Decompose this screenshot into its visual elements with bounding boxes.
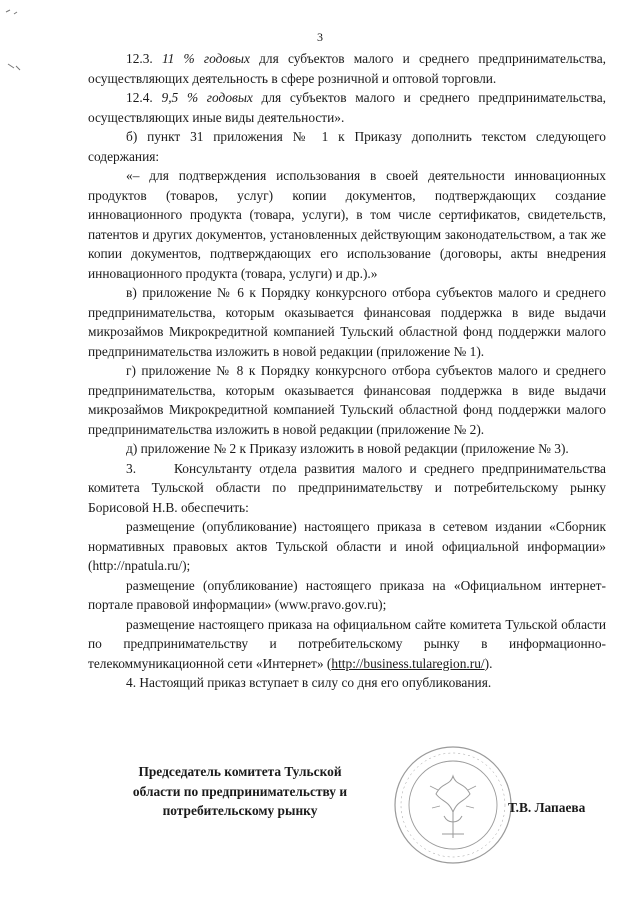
scan-marks-icon xyxy=(4,8,34,78)
website-link[interactable]: http://business.tularegion.ru/ xyxy=(331,655,485,671)
item-number: 12.3. xyxy=(126,51,153,66)
item-number: 12.4. xyxy=(126,90,153,105)
publication-2: размещение (опубликование) настоящего приказа на «Официальном интернет-портале правовой информации» (www.pravo.gov.ru); xyxy=(88,577,606,612)
signatory-position xyxy=(100,762,380,821)
document-body xyxy=(88,49,606,693)
item-v: в) приложение № 6 к Порядку конкурсного отбора субъектов малого и среднего предпринимательства, которым оказывается финансовая поддержка в виде выдачи микрозаймов Микрокредитной компанией Тульский областной фонд поддержки малого предпринимательства изложить в новой редакции (приложение № 1). xyxy=(88,285,606,359)
item-b-intro: б) пункт 31 приложения № 1 к Приказу дополнить текстом следующего содержания: xyxy=(88,129,606,164)
signatory-name: Т.В. Лапаева xyxy=(508,800,586,815)
official-seal-icon xyxy=(392,716,514,894)
item-12-4 xyxy=(88,88,606,127)
interest-rate: 11 % годовых xyxy=(161,51,250,66)
item-12-3 xyxy=(88,49,606,88)
item-number: 3. xyxy=(126,460,137,476)
item-3 xyxy=(88,459,606,518)
item-text-end: ). xyxy=(484,655,493,671)
item-g: г) приложение № 8 к Порядку конкурсного отбора субъектов малого и среднего предпринимательства, которым оказывается финансовая поддержка в виде выдачи микрозаймов Микрокредитной компанией Тульский областной фонд поддержки малого предпринимательства изложить в новой редакции (приложение № 2). xyxy=(88,363,606,437)
item-text: размещение настоящего приказа на официальном сайте комитета Тульской области по предпринимательству и потребительскому рынку в информационно-телекоммуникационной сети «Интернет» ( xyxy=(88,616,606,671)
publication-1: размещение (опубликование) настоящего приказа в сетевом издании «Сборник нормативных правовых актов Тульской области и иной официальной информации» (http://npatula.ru/); xyxy=(88,519,606,573)
position-line: потребительскому рынку xyxy=(162,803,318,818)
page-number: 3 xyxy=(317,30,323,44)
item-text: для субъектов малого и среднего предпринимательства, осуществляющих деятельность в сфере розничной и оптовой торговли. xyxy=(88,51,606,86)
item-d: д) приложение № 2 к Приказу изложить в новой редакции (приложение № 3). xyxy=(126,441,569,456)
item-text: для субъектов малого и среднего предпринимательства, осуществляющих иные виды деятельности». xyxy=(88,90,607,125)
item-4: 4. Настоящий приказ вступает в силу со дня его опубликования. xyxy=(126,675,492,690)
position-line: Председатель комитета Тульской xyxy=(138,764,342,779)
item-b-quote: «– для подтверждения использования в своей деятельности инновационных продуктов (товаров, услуг) копии документов, подтверждающих создание инновационного продукта (товара, услуги), в том числе сертификатов, свидетельств, патентов и других документов, установленных действующим законодательством, а так же копии документов, подтверждающих его использование (договоры, акты внедрения инновационного продукта (товара, услуги) и др.).» xyxy=(88,168,606,281)
interest-rate: 9,5 % годовых xyxy=(161,90,253,105)
position-line: области по предпринимательству и xyxy=(132,783,348,799)
item-text: Консультанту отдела развития малого и среднего предпринимательства комитета Тульской области по предпринимательству и потребительскому рынку Борисовой Н.В. обеспечить: xyxy=(88,460,606,515)
publication-3 xyxy=(88,615,606,674)
